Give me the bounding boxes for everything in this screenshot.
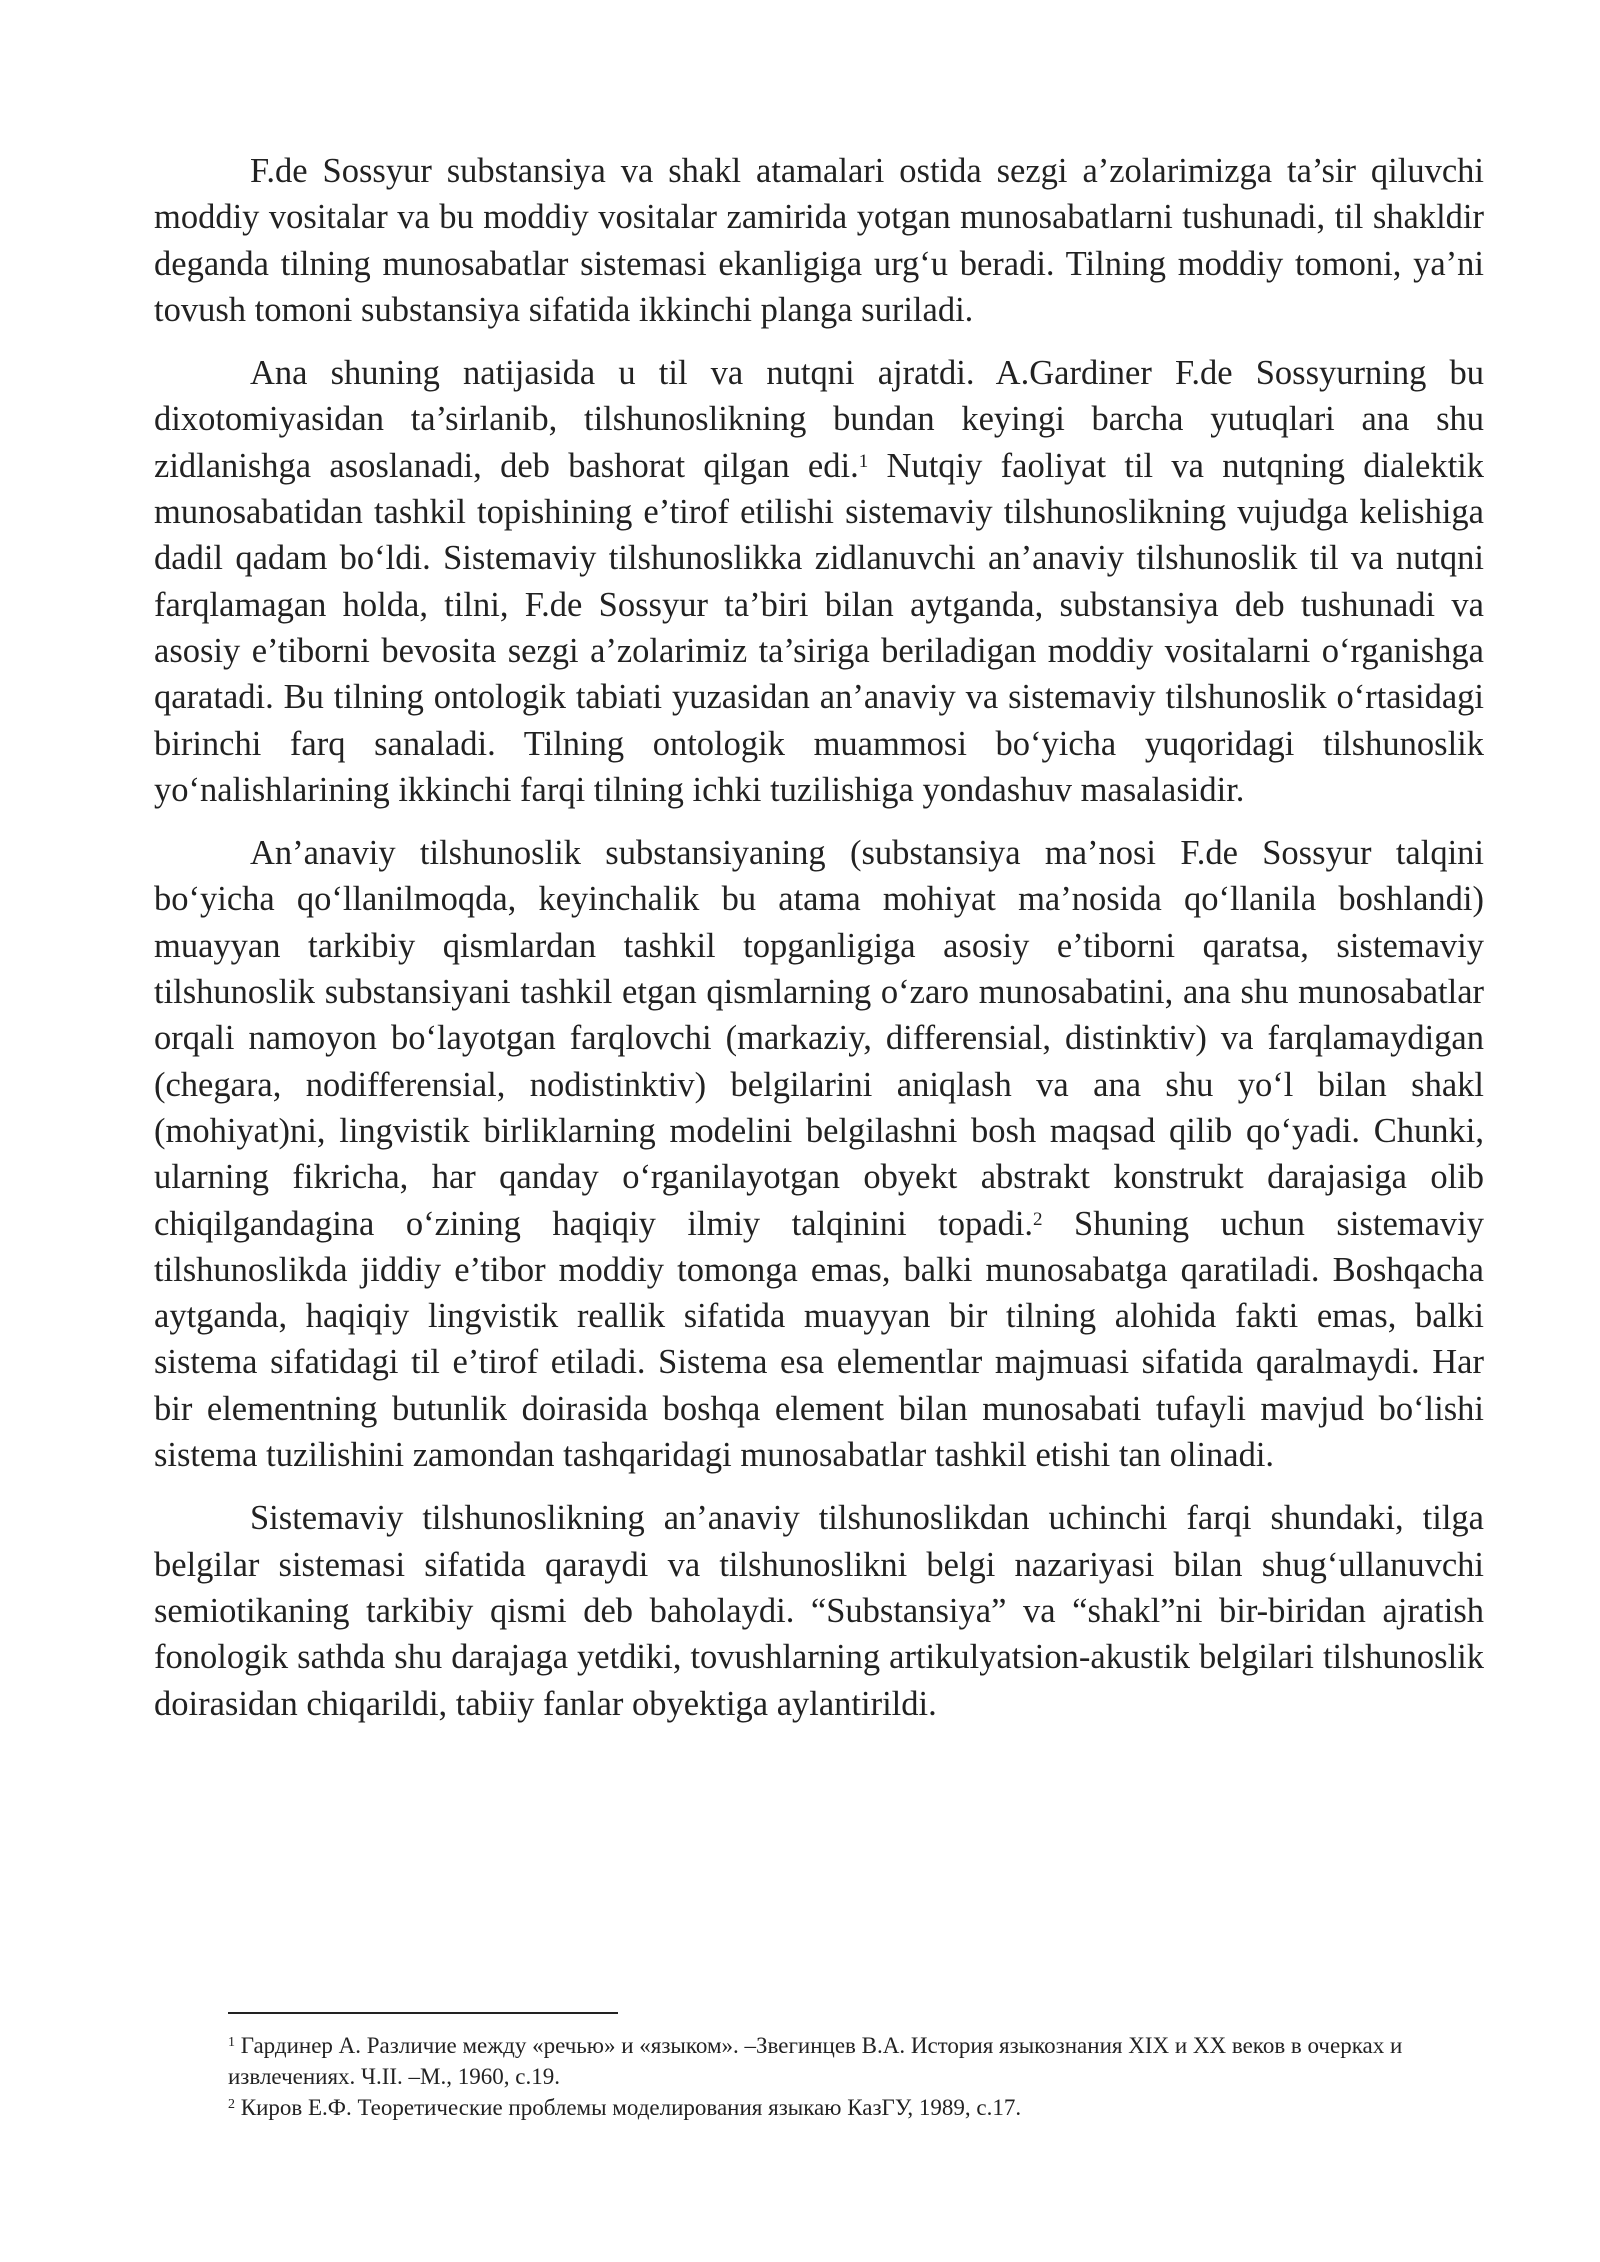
paragraph-1 [154,148,1484,333]
document-body [154,148,1484,1744]
paragraph-text: An’anaviy tilshunoslik substansiyaning (substansiya ma’nosi F.de Sossyur talqini bo‘yicha qo‘llanilmoqda, keyinchalik bu atama mohiyat ma’nosida qo‘llanila boshlandi) muayyan tarkibiy qismlardan tashkil topganligiga asosiy e’tiborni qaratsa, sistemaviy tilshunoslik substansiyani tashkil etgan qismlarning o‘zaro munosabatini, ana shu munosabatlar orqali namoyon bo‘layotgan farqlovchi (markaziy, differensial, distinktiv) va farqlamaydigan (chegara, nodifferensial, nodistinktiv) belgilarini aniqlash va ana shu yo‘l bilan shakl (mohiyat)ni, lingvistik birliklarning modelini belgilashni bosh maqsad qilib qo‘yadi. Chunki, ularning fikricha, har qanday o‘rganilayotgan obyekt abstrakt konstrukt darajasiga olib chiqilgandagina o‘zining haqiqiy ilmiy talqinini topadi. [154,834,1484,1243]
footnotes [228,2030,1486,2123]
footnote-ref-2[interactable]: 2 [1033,1209,1043,1231]
paragraph-text: Shuning uchun sistemaviy tilshunoslikda jiddiy e’tibor moddiy tomonga emas, balki munosabatga qaratiladi. Boshqacha aytganda, haqiqiy lingvistik reallik sifatida muayyan bir tilning alohida fakti emas, balki sistema sifatidagi til e’tirof etiladi. Sistema esa elementlar majmuasi sifatida qaralmaydi. Har bir elementning butunlik doirasida boshqa element bilan munosabati tufayli mavjud bo‘lishi sistema tuzilishini zamondan tashqaridagi munosabatlar tashkil etishi tan olinadi. [154,1204,1484,1475]
paragraph-text: Nutqiy faoliyat til va nutqning dialektik munosabatidan tashkil topishining e’tirof etilishi sistemaviy tilshunoslikning vujudga kelishiga dadil qadam bo‘ldi. Sistemaviy tilshunoslikka zidlanuvchi an’anaviy tilshunoslik til va nutqni farqlamagan holda, tilni, F.de Sossyur ta’biri bilan aytganda, substansiya deb tushunadi va asosiy e’tiborni bevosita sezgi a’zolarimiz ta’siriga beriladigan moddiy vositalarni o‘rganishga qaratadi. Bu tilning ontologik tabiati yuzasidan an’anaviy va sistemaviy tilshunoslik o‘rtasidagi birinchi farq sanaladi. Tilning ontologik muammosi bo‘yicha yuqoridagi tilshunoslik yo‘nalishlarining ikkinchi farqi tilning ichki tuzilishiga yondashuv masalasidir. [154,446,1484,809]
footnote-text: Гардинер А. Различие между «речью» и «языком». –Звегинцев В.А. История языкознания XIX и XX веков в очерках и извлечениях. Ч.II. –М., 1960, с.19. [228,2033,1403,2089]
paragraph-text: F.de Sossyur substansiya va shakl atamalari ostida sezgi a’zolarimizga ta’sir qiluvchi moddiy vositalar va bu moddiy vositalar zamirida yotgan munosabatlarni tushunadi, til shakldir deganda tilning munosabatlar sistemasi ekanligiga urg‘u beradi. Tilning moddiy tomoni, ya’ni tovush tomoni substansiya sifatida ikkinchi planga suriladi. [154,152,1484,329]
footnote-number: 2 [228,2097,235,2113]
footnote-separator [228,2012,618,2014]
footnote-2 [228,2092,1486,2123]
footnote-1 [228,2030,1486,2092]
paragraph-4 [154,1495,1484,1726]
paragraph-3 [154,830,1484,1478]
footnote-text: Киров Е.Ф. Теоретические проблемы моделирования языкаю КазГУ, 1989, с.17. [235,2095,1022,2120]
paragraph-2 [154,350,1484,813]
paragraph-text: Sistemaviy tilshunoslikning an’anaviy tilshunoslikdan uchinchi farqi shundaki, tilga belgilar sistemasi sifatida qaraydi va tilshunoslikni belgi nazariyasi bilan shug‘ullanuvchi semiotikaning tarkibiy qismi deb baholaydi. “Substansiya” va “shakl”ni bir-biridan ajratish fonologik sathda shu darajaga yetdiki, tovushlarning artikulyatsion-akustik belgilari tilshunoslik doirasidan chiqarildi, tabiiy fanlar obyektiga aylantirildi. [154,1499,1484,1723]
footnote-ref-1[interactable]: 1 [858,451,869,473]
footnote-number: 1 [228,2035,235,2051]
paragraph-text: Ana shuning natijasida u til va nutqni ajratdi. A.Gardiner F.de Sossyurning bu dixotomiyasidan ta’sirlanib, tilshunoslikning bundan keyingi barcha yutuqlari ana shu zidlanishga asoslanadi, deb bashorat qilgan edi. [154,354,1484,485]
